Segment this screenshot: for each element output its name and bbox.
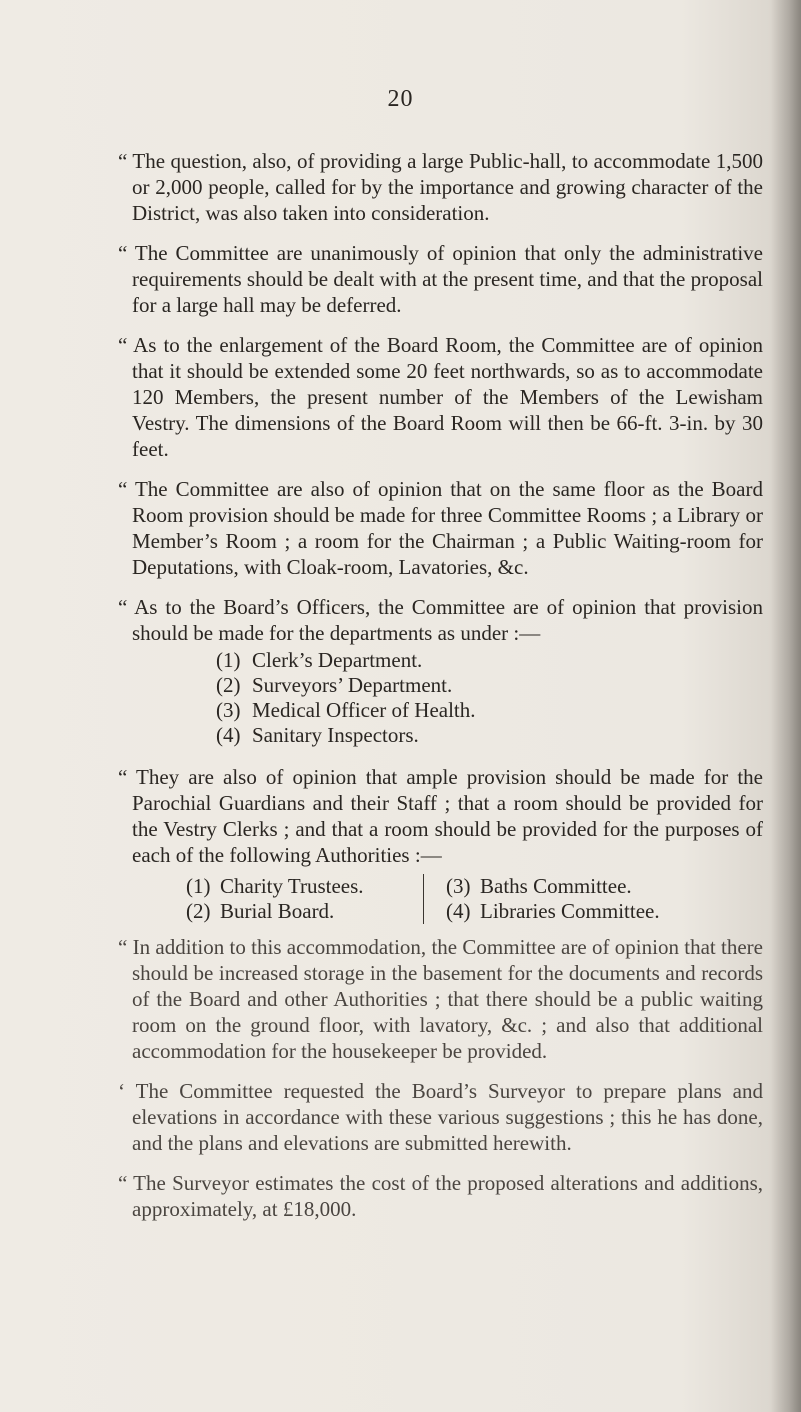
list-item-label: Charity Trustees. <box>220 874 364 898</box>
authorities-right-column <box>424 874 660 924</box>
list-item-label: Surveyors’ Department. <box>252 673 453 697</box>
list-item-number: (1) <box>216 648 241 672</box>
list-item-label: Medical Officer of Health. <box>252 698 476 722</box>
list-item-number: (2) <box>186 899 211 923</box>
page-number: 20 <box>387 86 414 112</box>
list-item-number: (4) <box>216 723 241 747</box>
paragraph-surveyor-plans: ‘ The Committee requested the Board’s Surveyor to prepare plans and elevations in accordance with these various suggestions ; this he has done, and the plans and elevations are submitted herewith. <box>118 1079 763 1155</box>
paragraph-cost-estimate: “ The Surveyor estimates the cost of the proposed alterations and additions, approximately, at £18,000. <box>118 1171 763 1221</box>
list-item-number: (3) <box>446 874 471 898</box>
list-item-label: Baths Committee. <box>480 874 632 898</box>
body-text <box>118 148 763 1236</box>
paragraph-committee-rooms: “ The Committee are also of opinion that on the same floor as the Board Room provision should be made for three Committee Rooms ; a Library or Member’s Room ; a room for the Chairman ; a Public Waiting-room for Deputations, with Cloak-room, Lavatories, &c. <box>118 477 763 579</box>
list-item <box>446 874 660 899</box>
departments-list <box>118 648 763 748</box>
authorities-left-column <box>186 874 424 924</box>
paragraph-committee-opinion: “ The Committee are unanimously of opinion that only the administrative requirements should be dealt with at the present time, and that the proposal for a large hall may be deferred. <box>118 241 763 317</box>
list-item <box>186 874 401 899</box>
list-item-number: (3) <box>216 698 241 722</box>
paragraph-board-room: “ As to the enlargement of the Board Room, the Committee are of opinion that it should be extended some 20 feet northwards, so as to accommodate 120 Members, the present number of the Members of the Lewisham Vestry. The dimensions of the Board Room will then be 66-ft. 3-in. by 30 feet. <box>118 333 763 461</box>
list-item <box>216 673 763 698</box>
list-item-label: Sanitary Inspectors. <box>252 723 419 747</box>
list-item <box>186 899 401 924</box>
page-edge-shadow <box>771 0 801 1412</box>
paragraph-additional-accommodation: “ In addition to this accommodation, the Committee are of opinion that there should be increased storage in the basement for the documents and records of the Board and other Authorities ; that there should be a public waiting room on the ground floor, with lavatory, &c. ; and also that additional accommodation for the housekeeper be provided. <box>118 935 763 1063</box>
list-item-label: Burial Board. <box>220 899 335 923</box>
list-item-number: (2) <box>216 673 241 697</box>
list-item-label: Libraries Committee. <box>480 899 660 923</box>
list-item-number: (4) <box>446 899 471 923</box>
list-item-label: Clerk’s Department. <box>252 648 423 672</box>
authorities-columns <box>186 874 763 924</box>
paragraph-public-hall: “ The question, also, of providing a large Public-hall, to accommodate 1,500 or 2,000 people, called for by the importance and growing character of the District, was also taken into consideration. <box>118 149 763 225</box>
paragraph-officers: “ As to the Board’s Officers, the Committee are of opinion that provision should be made for the departments as under :— <box>118 595 763 645</box>
list-item <box>216 698 763 723</box>
list-item <box>216 648 763 673</box>
list-item-number: (1) <box>186 874 211 898</box>
list-item <box>446 899 660 924</box>
paragraph-authorities: “ They are also of opinion that ample provision should be made for the Parochial Guardians and their Staff ; that a room should be provided for the Vestry Clerks ; and that a room should be provided for the purposes of each of the following Authorities :— <box>118 765 763 867</box>
list-item <box>216 723 763 748</box>
